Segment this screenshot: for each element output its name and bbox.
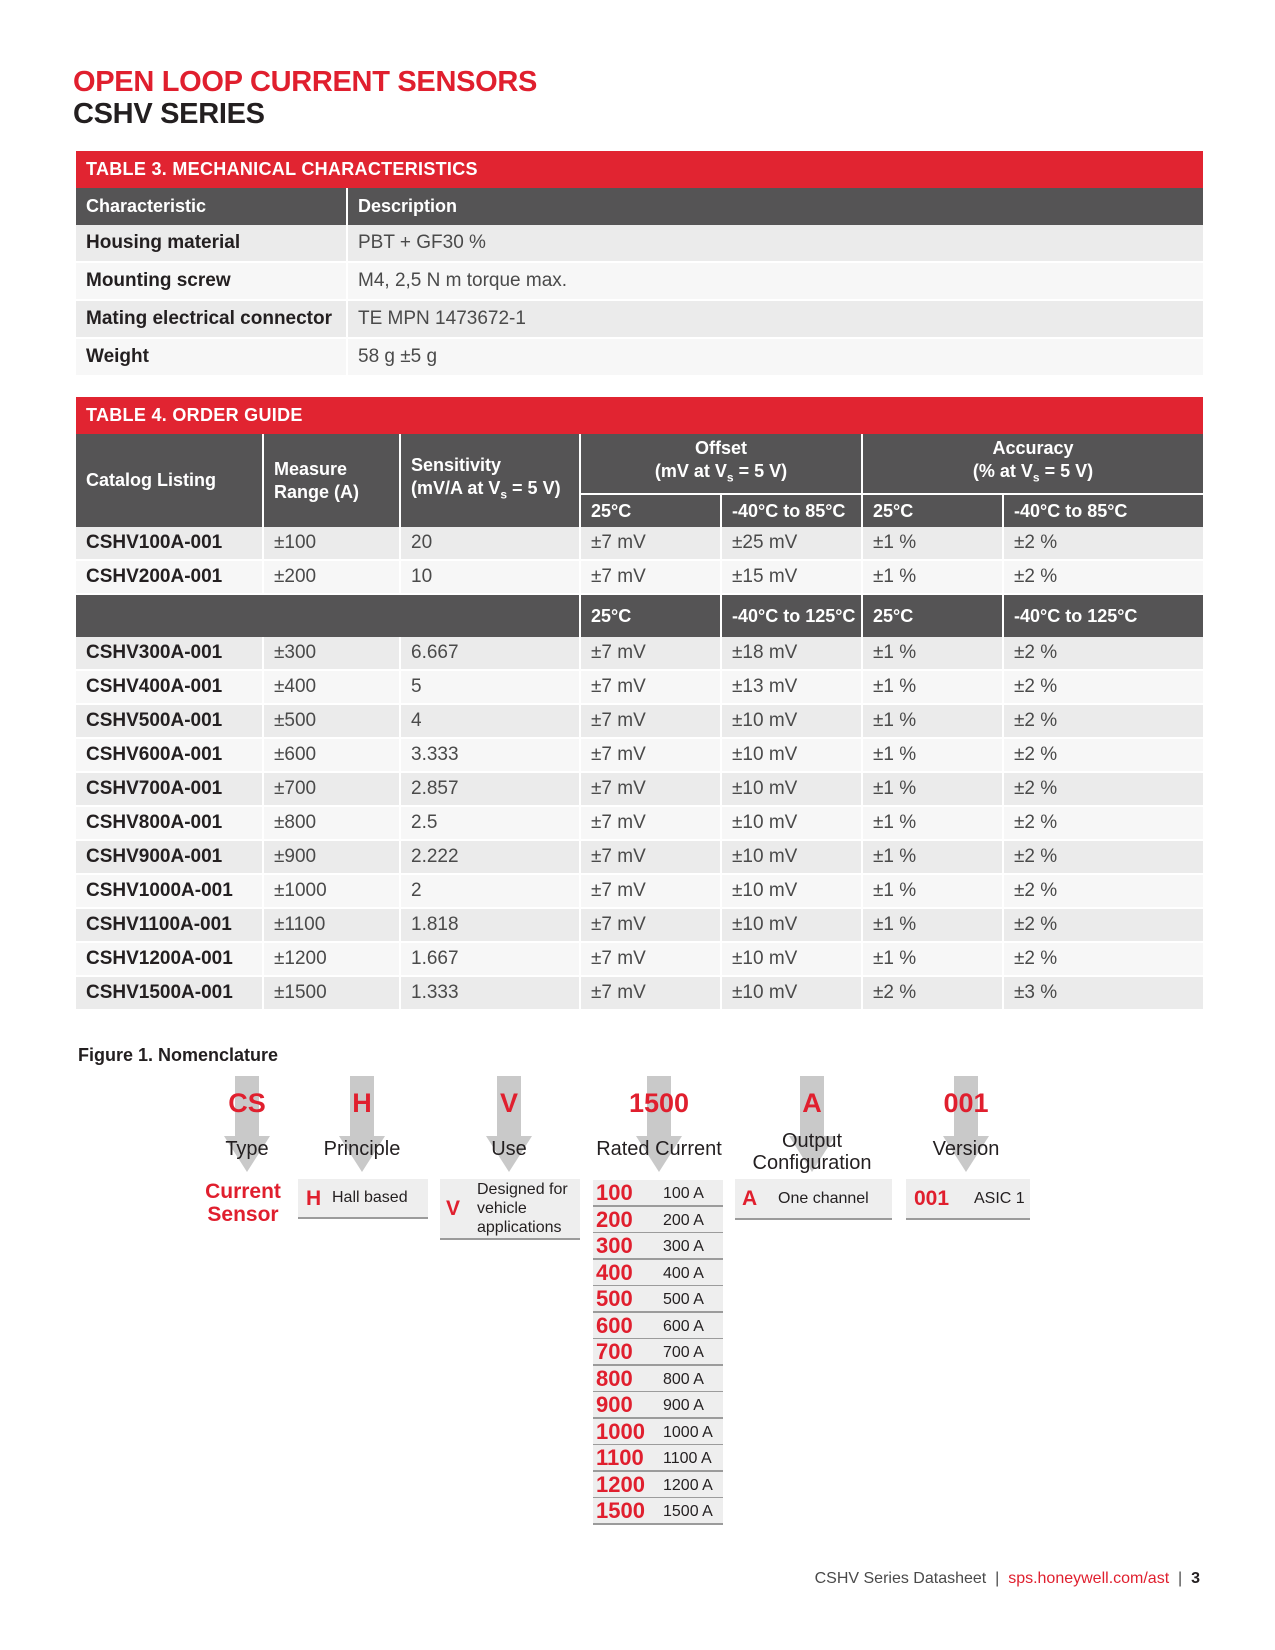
table-row	[76, 874, 1203, 908]
table-row	[76, 560, 1203, 594]
table-cell: ±7 mV	[580, 527, 721, 560]
rated-current-item	[593, 1260, 723, 1287]
rated-key: 200	[596, 1206, 633, 1232]
column-header: Catalog Listing	[76, 434, 263, 527]
table-cell: ±25 mV	[721, 527, 862, 560]
rated-value: 400 A	[663, 1264, 704, 1282]
table-cell: ±1 %	[862, 942, 1003, 976]
table-cell: Mating electrical connector	[76, 300, 347, 338]
rated-current-item	[593, 1498, 723, 1525]
table-cell: ±13 mV	[721, 670, 862, 704]
output-box	[735, 1179, 892, 1220]
rated-current-item	[593, 1419, 723, 1446]
table-cell: ±2 %	[1003, 637, 1203, 670]
table-cell: ±7 mV	[580, 908, 721, 942]
table-cell: ±100	[263, 527, 400, 560]
table-cell: ±2 %	[1003, 560, 1203, 594]
table-cell: M4, 2,5 N m torque max.	[347, 262, 1203, 300]
rated-key: 1000	[596, 1418, 645, 1444]
column-header: Sensitivity (mV/A at $V_s = 5$ V)	[400, 434, 580, 527]
table-cell: ±1 %	[862, 704, 1003, 738]
table-cell: ±7 mV	[580, 840, 721, 874]
table-cell: TE MPN 1473672-1	[347, 300, 1203, 338]
rated-current-item	[593, 1313, 723, 1340]
version-value: ASIC 1	[974, 1190, 1025, 1207]
nomenclature-label: Output Configuration	[752, 1130, 872, 1174]
nomenclature-column	[584, 1076, 734, 1160]
nomenclature-column	[737, 1076, 887, 1174]
table-cell: 2.857	[400, 772, 580, 806]
table-cell: ±800	[263, 806, 400, 840]
rated-value: 1500 A	[663, 1503, 713, 1520]
table-cell: 58 g ±5 g	[347, 338, 1203, 376]
table-cell: ±1 %	[862, 670, 1003, 704]
rated-key: 1200	[596, 1471, 645, 1497]
table-row	[76, 300, 1203, 338]
table-cell: 4	[400, 704, 580, 738]
table-cell: ±3 %	[1003, 976, 1203, 1010]
table-cell: ±1200	[263, 942, 400, 976]
table-cell: Weight	[76, 338, 347, 376]
rated-current-item	[593, 1472, 723, 1499]
table-cell: ±2 %	[1003, 704, 1203, 738]
table-cell: CSHV1100A-001	[76, 908, 263, 942]
table-cell: CSHV1200A-001	[76, 942, 263, 976]
table-cell: ±10 mV	[721, 874, 862, 908]
order-guide-table	[76, 397, 1203, 1011]
nomenclature-label: Rated Current	[596, 1138, 722, 1160]
table-cell: ±2 %	[1003, 806, 1203, 840]
table-row	[76, 704, 1203, 738]
nomenclature-code: A	[802, 1088, 822, 1118]
rated-value: 100 A	[663, 1185, 704, 1202]
table-cell: CSHV100A-001	[76, 527, 263, 560]
use-box	[440, 1179, 580, 1240]
subheader: 25°C	[862, 494, 1003, 527]
nomenclature-label: Type	[225, 1138, 269, 1160]
rated-current-item	[593, 1207, 723, 1234]
footer-doc: CSHV Series Datasheet	[814, 1570, 987, 1587]
table-cell: ±7 mV	[580, 670, 721, 704]
table-cell: CSHV1500A-001	[76, 976, 263, 1010]
table-row	[76, 225, 1203, 262]
rated-current-item	[593, 1180, 723, 1207]
table-cell: 5	[400, 670, 580, 704]
table-cell: ±15 mV	[721, 560, 862, 594]
table-row	[76, 976, 1203, 1010]
rated-key: 300	[596, 1233, 633, 1258]
table-cell: ±1 %	[862, 772, 1003, 806]
table-cell: ±18 mV	[721, 637, 862, 670]
nomenclature-code: V	[499, 1088, 518, 1118]
table-cell: ±1 %	[862, 738, 1003, 772]
table-cell: ±10 mV	[721, 772, 862, 806]
subheader-spacer	[76, 594, 580, 637]
table-cell: CSHV900A-001	[76, 840, 263, 874]
figure-title: Figure 1. Nomenclature	[78, 1045, 279, 1065]
table-cell: ±7 mV	[580, 772, 721, 806]
table-cell: CSHV1000A-001	[76, 874, 263, 908]
principle-key: H	[306, 1187, 322, 1210]
table-cell: 20	[400, 527, 580, 560]
table-row	[76, 772, 1203, 806]
rated-value: 300 A	[663, 1238, 704, 1255]
table-cell: ±1 %	[862, 874, 1003, 908]
rated-value: 700 A	[663, 1344, 704, 1361]
table-cell: ±2 %	[1003, 527, 1203, 560]
table-caption: TABLE 4. ORDER GUIDE	[76, 397, 1203, 434]
table-cell: ±7 mV	[580, 874, 721, 908]
table-row	[76, 908, 1203, 942]
table-row	[76, 738, 1203, 772]
table-cell: ±2 %	[1003, 942, 1203, 976]
output-key: A	[742, 1187, 758, 1210]
page-title: OPEN LOOP CURRENT SENSORS	[73, 66, 538, 98]
table-cell: 6.667	[400, 637, 580, 670]
table-cell: CSHV400A-001	[76, 670, 263, 704]
table-cell: CSHV800A-001	[76, 806, 263, 840]
rated-value: 800 A	[663, 1370, 704, 1388]
footer-separator: |	[1178, 1570, 1183, 1587]
rated-value: 900 A	[663, 1397, 704, 1414]
table-cell: CSHV600A-001	[76, 738, 263, 772]
rated-key: 100	[596, 1180, 633, 1205]
table-row	[76, 806, 1203, 840]
nomenclature-column	[287, 1076, 437, 1160]
rated-current-item	[593, 1445, 723, 1472]
type-description: Current Sensor	[205, 1180, 281, 1226]
table-row	[76, 942, 1203, 976]
table-cell: ±1500	[263, 976, 400, 1010]
use-key: V	[446, 1197, 461, 1220]
table-cell: Mounting screw	[76, 262, 347, 300]
table-cell: ±2 %	[1003, 738, 1203, 772]
table-cell: ±2 %	[1003, 772, 1203, 806]
table-cell: 2.5	[400, 806, 580, 840]
output-value: One channel	[778, 1190, 869, 1207]
subheader: -40°C to 85°C	[721, 494, 862, 527]
rated-key: 1500	[596, 1498, 645, 1523]
subheader: 25°C	[580, 494, 721, 527]
table-cell: 1.333	[400, 976, 580, 1010]
table-cell: ±7 mV	[580, 738, 721, 772]
table-cell: ±10 mV	[721, 704, 862, 738]
table-cell: ±10 mV	[721, 976, 862, 1010]
rated-key: 600	[596, 1312, 633, 1338]
footer	[815, 1570, 1200, 1588]
table-cell: ±10 mV	[721, 942, 862, 976]
rated-current-item	[593, 1339, 723, 1366]
table-cell: ±1 %	[862, 908, 1003, 942]
nomenclature-label: Principle	[323, 1138, 401, 1160]
table-cell: ±200	[263, 560, 400, 594]
rated-key: 1100	[596, 1445, 644, 1470]
table-cell: ±1100	[263, 908, 400, 942]
table-cell: ±7 mV	[580, 806, 721, 840]
table-cell: CSHV700A-001	[76, 772, 263, 806]
table-cell: CSHV200A-001	[76, 560, 263, 594]
subheader: 25°C	[862, 594, 1003, 637]
mechanical-characteristics-table	[76, 151, 1203, 377]
rated-current-item	[593, 1366, 723, 1393]
table-cell: 10	[400, 560, 580, 594]
rated-current-item	[593, 1233, 723, 1260]
subheader: 25°C	[580, 594, 721, 637]
nomenclature-code: H	[352, 1088, 372, 1118]
table-cell: ±600	[263, 738, 400, 772]
rated-key: 700	[596, 1339, 633, 1364]
table-cell: ±400	[263, 670, 400, 704]
nomenclature-code: 1500	[628, 1088, 690, 1118]
version-box	[906, 1179, 1030, 1220]
rated-value: 1200 A	[663, 1476, 713, 1494]
table-row	[76, 527, 1203, 560]
nomenclature-code: 001	[943, 1088, 989, 1118]
rated-key: 800	[596, 1365, 633, 1391]
rated-value: 600 A	[663, 1317, 704, 1335]
table-cell: CSHV500A-001	[76, 704, 263, 738]
nomenclature-label: Version	[932, 1138, 1000, 1160]
table-cell: ±7 mV	[580, 560, 721, 594]
footer-link[interactable]: sps.honeywell.com/ast	[1008, 1570, 1170, 1587]
rated-current-item	[593, 1286, 723, 1313]
table-cell: Housing material	[76, 225, 347, 262]
column-header: Offset (mV at $V_s = 5$ V)	[580, 434, 862, 494]
table-cell: ±2 %	[1003, 874, 1203, 908]
rated-current-item	[593, 1392, 723, 1419]
nomenclature-column	[434, 1076, 584, 1160]
rated-value: 1000 A	[663, 1423, 713, 1441]
table-cell: ±7 mV	[580, 942, 721, 976]
table-caption: TABLE 3. MECHANICAL CHARACTERISTICS	[76, 151, 1203, 188]
table-cell: ±700	[263, 772, 400, 806]
principle-box	[298, 1179, 428, 1219]
table-cell: ±1 %	[862, 806, 1003, 840]
table-cell: ±10 mV	[721, 738, 862, 772]
footer-separator: |	[995, 1570, 1000, 1587]
table-cell: ±10 mV	[721, 840, 862, 874]
subheader: -40°C to 125°C	[1003, 594, 1203, 637]
table-cell: 1.667	[400, 942, 580, 976]
table-cell: ±10 mV	[721, 806, 862, 840]
table-cell: 2.222	[400, 840, 580, 874]
table-row	[76, 262, 1203, 300]
table-cell: ±2 %	[862, 976, 1003, 1010]
rated-key: 900	[596, 1392, 633, 1417]
table-row	[76, 670, 1203, 704]
nomenclature-label: Use	[491, 1138, 527, 1160]
table-cell: ±10 mV	[721, 908, 862, 942]
rated-value: 500 A	[663, 1291, 704, 1308]
table-cell: ±2 %	[1003, 908, 1203, 942]
column-header: Description	[347, 188, 1203, 225]
subheader: -40°C to 125°C	[721, 594, 862, 637]
table-cell: ±500	[263, 704, 400, 738]
table-cell: 2	[400, 874, 580, 908]
page-number: 3	[1191, 1570, 1200, 1587]
use-value: Designed for vehicle applications	[477, 1181, 568, 1236]
subheader: -40°C to 85°C	[1003, 494, 1203, 527]
rated-key: 500	[596, 1286, 633, 1311]
principle-value: Hall based	[332, 1189, 408, 1206]
rated-key: 400	[596, 1259, 633, 1285]
table-row	[76, 840, 1203, 874]
table-cell: ±300	[263, 637, 400, 670]
table-cell: ±7 mV	[580, 976, 721, 1010]
table-cell: ±7 mV	[580, 637, 721, 670]
rated-value: 1100 A	[663, 1450, 712, 1467]
table-row	[76, 338, 1203, 376]
rated-value: 200 A	[663, 1211, 704, 1229]
table-cell: 1.818	[400, 908, 580, 942]
nomenclature-code: CS	[228, 1088, 266, 1118]
table-cell: ±1000	[263, 874, 400, 908]
table-cell: CSHV300A-001	[76, 637, 263, 670]
table-cell: 3.333	[400, 738, 580, 772]
nomenclature-column	[891, 1076, 1041, 1160]
page-subtitle: CSHV SERIES	[73, 98, 265, 130]
table-cell: ±1 %	[862, 560, 1003, 594]
table-cell: ±1 %	[862, 637, 1003, 670]
table-cell: PBT + GF30 %	[347, 225, 1203, 262]
table-cell: ±7 mV	[580, 704, 721, 738]
table-cell: ±2 %	[1003, 840, 1203, 874]
table-cell: ±1 %	[862, 840, 1003, 874]
version-key: 001	[914, 1187, 950, 1210]
table-cell: ±1 %	[862, 527, 1003, 560]
column-header: Accuracy (% at $V_s = 5$ V)	[862, 434, 1203, 494]
column-header: Characteristic	[76, 188, 347, 225]
column-header: Measure Range (A)	[263, 434, 400, 527]
table-cell: ±900	[263, 840, 400, 874]
table-cell: ±2 %	[1003, 670, 1203, 704]
table-row	[76, 637, 1203, 670]
